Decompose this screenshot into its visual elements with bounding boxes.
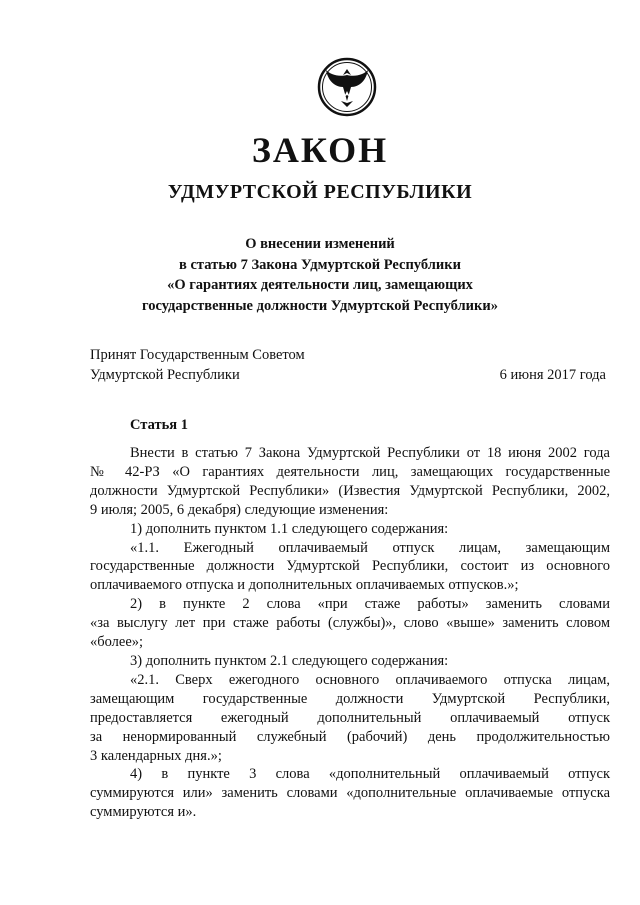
text-line: «2.1. Сверх ежегодного основного оплачиваемого отпуска лицам, xyxy=(130,671,610,688)
heading-line: «О гарантиях деятельности лиц, замещающих xyxy=(167,277,473,293)
text-line: оплачиваемого отпуска и дополнительных оплачиваемых отпусков.»; xyxy=(90,577,519,594)
text-line: замещающим государственные должности Удмуртской Республики, xyxy=(90,690,610,707)
text-line: должности Удмуртской Республики» (Известия Удмуртской Республики, 2002, xyxy=(90,482,610,499)
text-line: суммируются или» заменить словами «дополнительные оплачиваемые отпуска xyxy=(90,785,610,802)
text-line: Внести в статью 7 Закона Удмуртской Республики от 18 июня 2002 года xyxy=(130,445,610,461)
article-body xyxy=(90,444,610,822)
adopted-by-line: Удмуртской Республики xyxy=(90,367,240,383)
heading-line: в статью 7 Закона Удмуртской Республики xyxy=(179,256,461,273)
text-line: 9 июля; 2005, 6 декабря) следующие изменения: xyxy=(90,501,389,518)
text-line: 3) дополнить пунктом 2.1 следующего содержания: xyxy=(130,652,449,669)
article-title: Статья 1 xyxy=(130,417,188,433)
text-line: № 42-РЗ «О гарантиях деятельности лиц, замещающих государственные xyxy=(90,463,610,480)
text-line: 4) в пункте 3 слова «дополнительный оплачиваемый отпуск xyxy=(130,766,610,783)
law-subtitle: УДМУРТСКОЙ РЕСПУБЛИКИ xyxy=(167,181,473,203)
adopted-by-line: Принят Государственным Советом xyxy=(90,347,305,363)
text-line: государственные должности Удмуртской Республики, состоит из основного xyxy=(90,558,610,575)
adoption-block xyxy=(90,345,610,385)
text-line: 2) в пункте 2 слова «при стаже работы» заменить словами xyxy=(130,596,610,613)
udmurt-coat-of-arms-icon xyxy=(317,57,377,117)
text-line: за ненормированный служебный (рабочий) день продолжительностью xyxy=(90,728,610,745)
document-heading xyxy=(0,234,640,316)
text-line: «более»; xyxy=(90,634,144,651)
heading-line: О внесении изменений xyxy=(245,236,395,252)
text-line: 3 календарных дня.»; xyxy=(90,747,222,764)
text-line: 1) дополнить пунктом 1.1 следующего содержания: xyxy=(130,520,449,537)
text-line: «за выслугу лет при стаже работы (службы)», слово «выше» заменить словом xyxy=(90,615,610,632)
text-line: суммируются и». xyxy=(90,804,197,821)
text-line: предоставляется ежегодный дополнительный оплачиваемый отпуск xyxy=(90,709,610,726)
heading-line: государственные должности Удмуртской Республики» xyxy=(142,297,498,314)
adoption-date: 6 июня 2017 года xyxy=(499,367,606,383)
law-title: ЗАКОН xyxy=(251,130,389,170)
text-line: «1.1. Ежегодный оплачиваемый отпуск лицам, замещающим xyxy=(130,539,610,556)
